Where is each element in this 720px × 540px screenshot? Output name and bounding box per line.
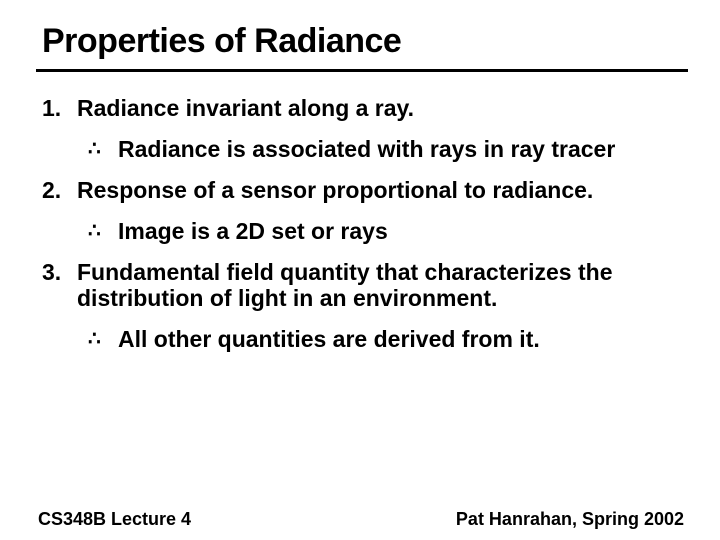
item-number: 2.: [42, 177, 62, 203]
item-number: 3.: [42, 259, 62, 285]
item-text: Fundamental field quantity that characterizes the distribution of light in an environment.: [77, 259, 613, 311]
sub-item-text: Radiance is associated with rays in ray tracer: [118, 136, 616, 162]
therefore-icon: ∴: [88, 220, 101, 242]
title-divider: [36, 69, 688, 72]
therefore-icon: ∴: [88, 138, 101, 160]
page-title: Properties of Radiance: [42, 22, 402, 60]
item-number: 1.: [42, 95, 62, 121]
list-item-3: [42, 259, 694, 311]
slide-body: [42, 95, 694, 367]
sub-item-text: All other quantities are derived from it.: [118, 326, 540, 352]
therefore-icon: ∴: [88, 328, 101, 350]
footer-author-label: Pat Hanrahan, Spring 2002: [455, 509, 684, 529]
sub-item-3: [88, 326, 694, 352]
item-text: Response of a sensor proportional to radiance.: [77, 177, 594, 203]
list-item-1: [42, 95, 694, 121]
item-text: Radiance invariant along a ray.: [77, 95, 415, 121]
sub-item-1: [88, 136, 694, 162]
list-item-2: [42, 177, 694, 203]
sub-item-2: [88, 218, 694, 244]
footer-course-label: CS348B Lecture 4: [38, 509, 192, 529]
sub-item-text: Image is a 2D set or rays: [118, 218, 388, 244]
